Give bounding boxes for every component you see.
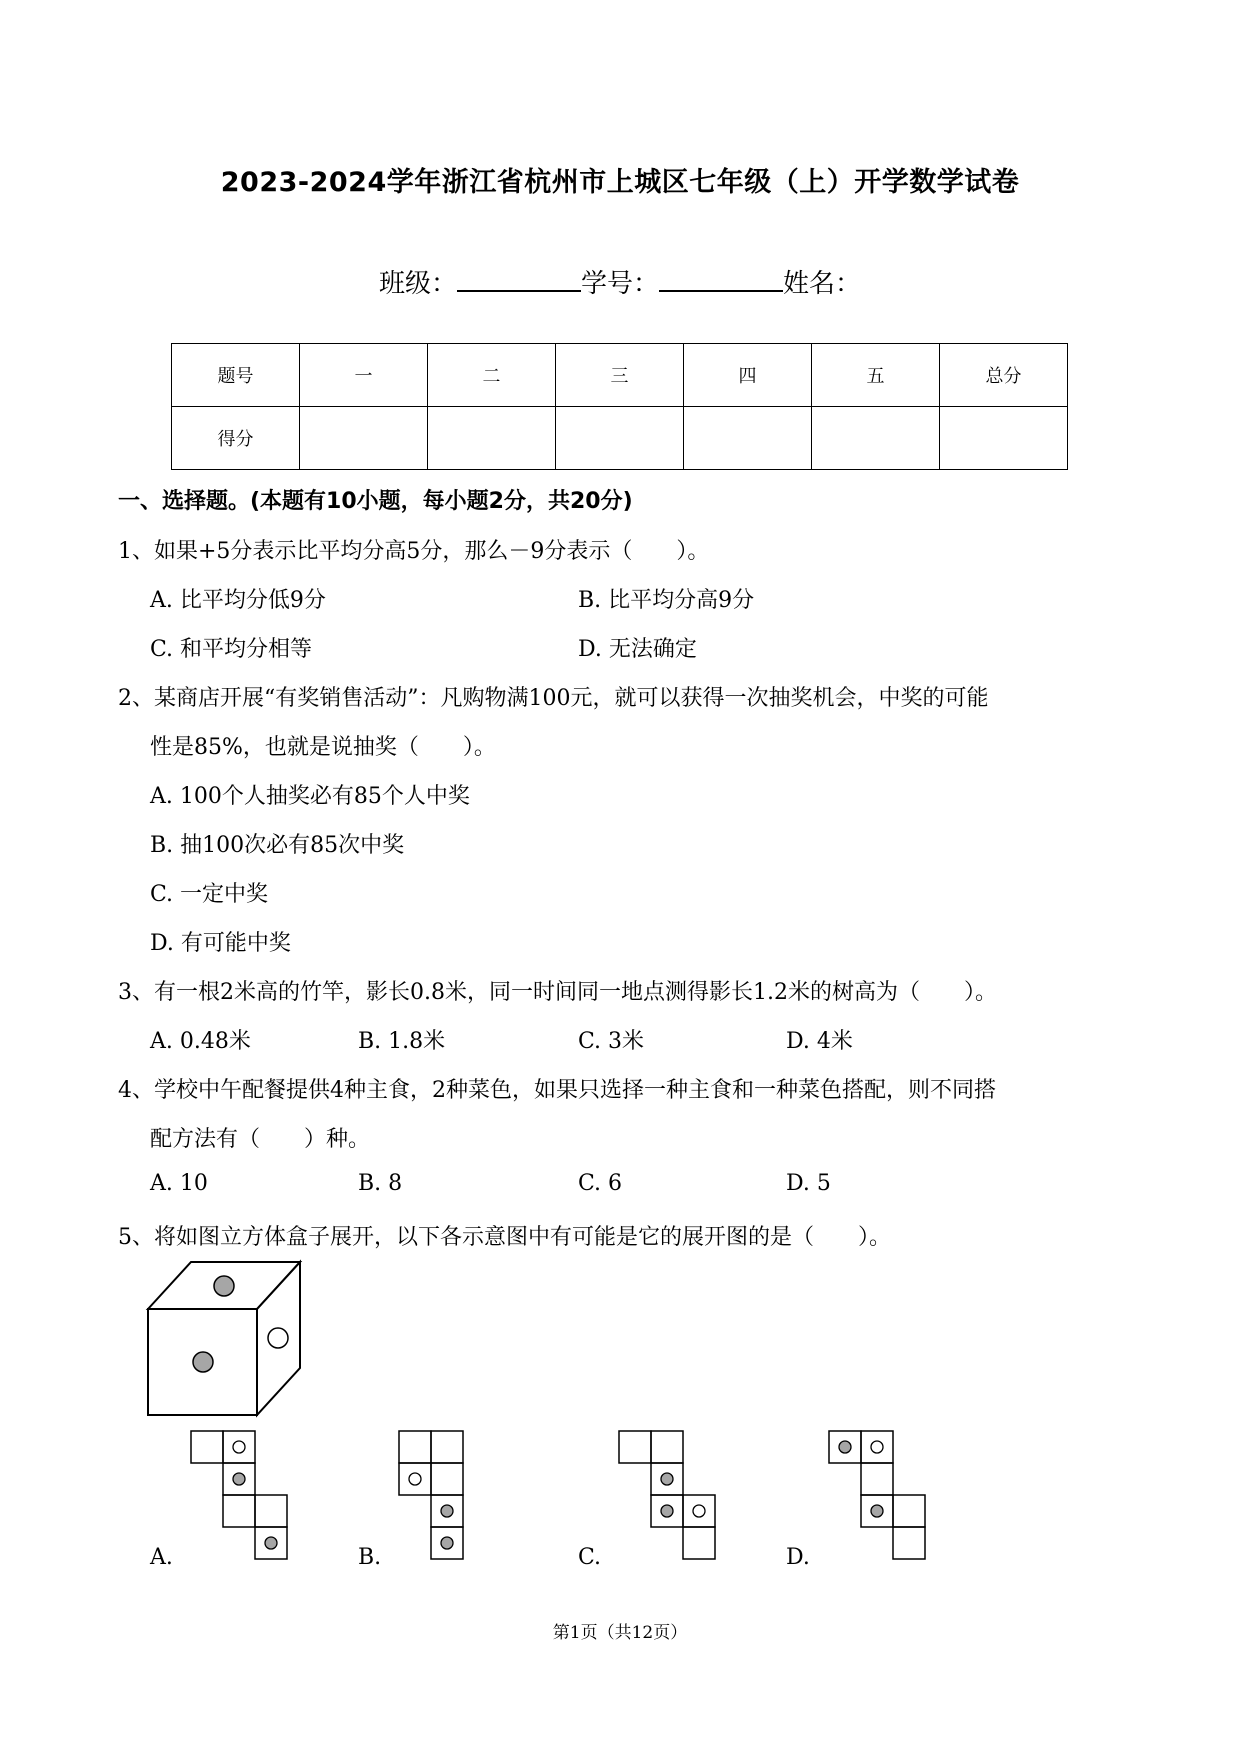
score-cell[interactable] — [428, 407, 556, 470]
section-heading: 一、选择题。(本题有10小题，每小题2分，共20分) — [118, 489, 633, 514]
question-2-option-b: B. 抽100次必有85次中奖 — [150, 833, 405, 858]
question-2-option-d: D. 有可能中奖 — [150, 931, 291, 956]
question-5-option-a: A. — [150, 1545, 173, 1570]
cube-figure — [145, 1258, 305, 1418]
question-2-stem-line-1: 2、某商店开展“有奖销售活动”：凡购物满100元，就可以获得一次抽奖机会，中奖的可能 — [118, 686, 989, 711]
score-header-cell: 总分 — [940, 344, 1068, 407]
question-4-option-a: A. 10 — [150, 1171, 208, 1196]
question-5-stem: 5、将如图立方体盒子展开，以下各示意图中有可能是它的展开图的是（ ）。 — [118, 1225, 891, 1250]
net-b — [398, 1430, 464, 1560]
score-table-header-row — [172, 344, 1068, 407]
question-3-option-d: D. 4米 — [786, 1029, 853, 1054]
question-5-option-b: B. — [358, 1545, 382, 1570]
question-4-stem-line-2: 配方法有（ ）种。 — [150, 1127, 371, 1152]
class-label: 班级： — [378, 269, 457, 299]
student-id-blank — [659, 268, 783, 292]
question-4-stem-line-1: 4、学校中午配餐提供4种主食，2种菜色，如果只选择一种主食和一种菜色搭配，则不同搭 — [118, 1078, 996, 1103]
net-c — [618, 1430, 716, 1560]
score-header-cell: 题号 — [172, 344, 300, 407]
net-a — [190, 1430, 288, 1560]
net-d — [828, 1430, 926, 1560]
student-id-label: 学号： — [580, 269, 659, 299]
question-4-option-d: D. 5 — [786, 1171, 831, 1196]
score-header-cell: 三 — [556, 344, 684, 407]
cube-front-gray-dot — [193, 1352, 213, 1372]
question-3-option-a: A. 0.48米 — [150, 1029, 251, 1054]
name-label: 姓名： — [783, 269, 862, 299]
question-2-option-a: A. 100个人抽奖必有85个人中奖 — [150, 784, 470, 809]
score-cell[interactable] — [812, 407, 940, 470]
score-cell[interactable] — [684, 407, 812, 470]
question-3-option-b: B. 1.8米 — [358, 1029, 446, 1054]
score-table-score-row — [172, 407, 1068, 470]
page-title: 2023-2024学年浙江省杭州市上城区七年级（上）开学数学试卷 — [220, 167, 1020, 198]
score-row-label: 得分 — [172, 407, 300, 470]
score-header-cell: 五 — [812, 344, 940, 407]
score-header-cell: 二 — [428, 344, 556, 407]
question-1-option-b: B. 比平均分高9分 — [578, 588, 755, 613]
question-4-option-c: C. 6 — [578, 1171, 623, 1196]
page-footer: 第1页（共12页） — [552, 1623, 688, 1643]
question-2-stem-line-2: 性是85%，也就是说抽奖（ ）。 — [150, 735, 496, 760]
question-3-option-c: C. 3米 — [578, 1029, 645, 1054]
class-blank — [457, 268, 581, 292]
question-4-option-b: B. 8 — [358, 1171, 403, 1196]
question-3-stem: 3、有一根2米高的竹竿，影长0.8米，同一时间同一地点测得影长1.2米的树高为（ ）。 — [118, 980, 997, 1005]
score-header-cell: 四 — [684, 344, 812, 407]
cube-right-white-dot — [268, 1328, 288, 1348]
question-1-option-a: A. 比平均分低9分 — [150, 588, 326, 613]
score-header-cell: 一 — [300, 344, 428, 407]
question-5-option-d: D. — [786, 1545, 810, 1570]
question-1-stem: 1、如果+5分表示比平均分高5分，那么－9分表示（ ）。 — [118, 539, 710, 564]
question-2-option-c: C. 一定中奖 — [150, 882, 269, 907]
question-1-option-c: C. 和平均分相等 — [150, 637, 313, 662]
question-5-option-c: C. — [578, 1545, 602, 1570]
student-info-line — [0, 263, 1240, 300]
score-cell[interactable] — [556, 407, 684, 470]
score-table — [171, 343, 1068, 470]
question-1-option-d: D. 无法确定 — [578, 637, 697, 662]
score-cell[interactable] — [300, 407, 428, 470]
cube-top-gray-dot — [214, 1276, 234, 1296]
score-cell[interactable] — [940, 407, 1068, 470]
